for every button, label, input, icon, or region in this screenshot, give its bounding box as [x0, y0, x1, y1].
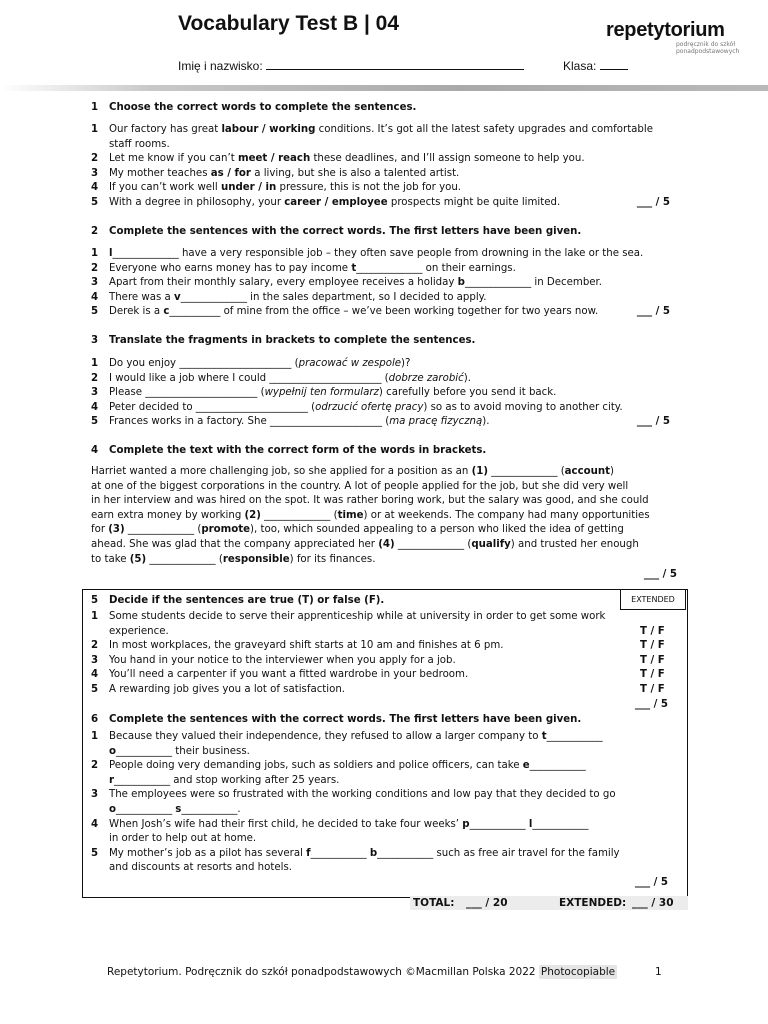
score-box[interactable]: ___ / 5 — [643, 569, 677, 580]
list-item: 1 Do you enjoy ______________________ (pracować w zespole)? — [91, 358, 411, 369]
list-item: 4 There was a v_____________ in the sales department, so I decided to apply. — [91, 291, 487, 303]
total-score[interactable]: ___ / 20 — [466, 897, 508, 909]
true-false-choice[interactable]: T / F — [640, 654, 665, 666]
exercise-heading — [0, 594, 768, 609]
list-item: staff rooms. — [109, 138, 170, 150]
true-false-choice[interactable]: T / F — [640, 625, 665, 637]
true-false-choice[interactable]: T / F — [640, 683, 665, 695]
header-divider — [0, 85, 768, 91]
logo-subtitle-2: ponadpodstawowych — [676, 48, 740, 55]
exercise-1-items — [0, 123, 768, 211]
list-item: 1 Because they valued their independence, they refused to allow a larger company to t___________ — [91, 731, 603, 742]
list-item: 1 l_____________ have a very responsible job – they often save people from drowning in the lake or the sea. — [91, 248, 644, 259]
exercise-number: 5 — [91, 595, 99, 606]
list-item: o___________ their business. — [109, 745, 250, 757]
list-item: 3 You hand in your notice to the interviewer when you apply for a job. T / F — [0, 654, 768, 669]
exercise-4-score — [0, 568, 768, 583]
exercise-3-items — [0, 357, 768, 430]
exercise-2 — [0, 225, 768, 240]
exercise-instruction: Complete the text with the correct form of the words in brackets. — [109, 445, 487, 456]
name-field[interactable] — [178, 59, 524, 73]
exercise-number: 1 — [91, 102, 99, 113]
name-label: Imię i nazwisko: — [178, 59, 263, 73]
list-item: and discounts at resorts and hotels. — [109, 862, 293, 874]
list-item: 2 I would like a job where I could ______________________ (dobrze zarobić). — [91, 372, 471, 384]
list-item: 4 Peter decided to ______________________ (odrzucić ofertę pracy) so as to avoid moving to another city. — [91, 401, 623, 413]
class-label: Klasa: — [563, 59, 597, 73]
page-number: 1 — [655, 966, 662, 978]
exercise-instruction: Translate the fragments in brackets to complete the sentences. — [109, 335, 476, 346]
score-box[interactable]: ___ / 5 — [636, 416, 670, 428]
list-item: 2 People doing very demanding jobs, such as soldiers and police officers, can take e___________ — [91, 760, 586, 772]
exercise-instruction: Decide if the sentences are true (T) or false (F). — [109, 595, 385, 606]
exercise-instruction: Complete the sentences with the correct words. The first letters have been given. — [109, 226, 582, 237]
exercise-heading — [0, 713, 768, 728]
list-item: 4 If you can’t work well under / in pressure, this is not the job for you. — [91, 182, 462, 194]
list-item: 5 Derek is a c__________ of mine from the office – we’ve been working together for two years now. ___ / 5 — [0, 305, 768, 320]
name-blank[interactable] — [266, 59, 524, 70]
true-false-choice[interactable]: T / F — [640, 669, 665, 681]
exercise-6-score — [0, 876, 768, 891]
extended-score[interactable]: ___ / 30 — [632, 897, 674, 909]
exercise-heading — [0, 334, 768, 349]
exercise-number: 3 — [91, 335, 99, 346]
class-field[interactable] — [563, 59, 628, 73]
exercise-1 — [0, 101, 768, 116]
exercise-3 — [0, 334, 768, 349]
exercise-heading — [0, 101, 768, 116]
exercise-heading — [0, 444, 768, 459]
exercise-number: 4 — [91, 445, 99, 456]
score-box[interactable]: ___ / 5 — [636, 306, 670, 318]
list-item: o___________ s___________. — [109, 803, 241, 815]
exercise-6-items — [0, 730, 768, 876]
list-item: r___________ and stop working after 25 years. — [109, 774, 340, 786]
list-item: 2 In most workplaces, the graveyard shift starts at 10 am and finishes at 6 pm. T / F — [0, 639, 768, 654]
publisher-logo — [606, 19, 751, 55]
list-item: 4 When Josh’s wife had their first child, he decided to take four weeks’ p___________ l___________ — [91, 818, 589, 830]
list-item: 3 Apart from their monthly salary, every employee receives a holiday b_____________ in December. — [91, 277, 603, 289]
exercise-2-items — [0, 247, 768, 320]
list-item: in order to help out at home. — [109, 833, 257, 845]
list-item — [0, 698, 768, 713]
class-blank[interactable] — [600, 59, 628, 70]
exercise-4-text: Harriet wanted a more challenging job, so she applied for a position as an (1) _____________ (account) at one of the biggest corporations in the country. A lot of people applied for the job, but she did very well in her interview and was hired on the spot. It was rather boring work, but the salary was good, and she could earn extra money by working (2) _____________ (time) or at weekends. The company had many opportunities for (3) _____________ (promote), too, which sounded appealing to a person who liked the idea of getting ahead. She was glad that the company appreciated her (4) _____________ (qualify) and trusted her enough to take (5) _____________ (responsible) for its finances. — [91, 466, 650, 565]
list-item: 2 Everyone who earns money has to pay income t_____________ on their earnings. — [91, 262, 516, 274]
exercise-4 — [0, 444, 768, 459]
score-box[interactable]: ___ / 5 — [636, 196, 670, 208]
logo-wordmark: repetytorium — [606, 19, 725, 41]
list-item: 1 Some students decide to serve their apprenticeship while at university in order to get some work — [91, 611, 606, 622]
footer-copyright: Repetytorium. Podręcznik do szkół ponadpodstawowych ©Macmillan Polska 2022 — [107, 966, 536, 978]
page-title: Vocabulary Test B | 04 — [178, 12, 400, 35]
list-item: experience. T / F — [0, 625, 768, 640]
exercise-number: 2 — [91, 226, 99, 237]
logo-subtitle-1: podręcznik do szkół — [676, 41, 736, 48]
list-item: 5 My mother’s job as a pilot has several f___________ b___________ such as free air travel for the family — [91, 847, 620, 859]
footer-photocopiable: Photocopiable — [540, 966, 616, 978]
score-box[interactable]: ___ / 5 — [634, 698, 668, 710]
extended-tag: EXTENDED — [620, 589, 686, 610]
true-false-choice[interactable]: T / F — [640, 640, 665, 652]
list-item: 3 My mother teaches as / for a living, but she is also a talented artist. — [91, 167, 460, 179]
list-item: 3 Please ______________________ (wypełnij ten formularz) carefully before you send it back. — [91, 387, 557, 399]
list-item: 2 Let me know if you can’t meet / reach these deadlines, and I’ll assign someone to help you. — [91, 153, 585, 165]
exercise-5 — [0, 594, 768, 609]
exercise-instruction: Choose the correct words to complete the sentences. — [109, 102, 417, 113]
extended-label: EXTENDED: — [559, 897, 627, 909]
exercise-heading — [0, 225, 768, 240]
list-item: 1 Our factory has great labour / working conditions. It’s got all the latest safety upgrades and comfortable — [91, 124, 653, 135]
score-box[interactable]: ___ / 5 — [634, 877, 668, 888]
list-item: 4 You’ll need a carpenter if you want a fitted wardrobe in your bedroom. T / F — [0, 668, 768, 683]
list-item: 5 Frances works in a factory. She ______________________ (ma pracę fizyczną). ___ / 5 — [0, 415, 768, 430]
exercise-5-items — [0, 610, 768, 712]
footer — [107, 966, 617, 978]
exercise-instruction: Complete the sentences with the correct words. The first letters have been given. — [109, 714, 582, 725]
list-item: 5 With a degree in philosophy, your career / employee prospects might be quite limited. ___ / 5 — [0, 196, 768, 211]
exercise-6 — [0, 713, 768, 728]
total-label: TOTAL: — [413, 897, 455, 909]
exercise-number: 6 — [91, 714, 99, 725]
list-item: 5 A rewarding job gives you a lot of satisfaction. T / F — [0, 683, 768, 698]
list-item: 3 The employees were so frustrated with the working conditions and low pay that they decided to go — [91, 789, 616, 801]
